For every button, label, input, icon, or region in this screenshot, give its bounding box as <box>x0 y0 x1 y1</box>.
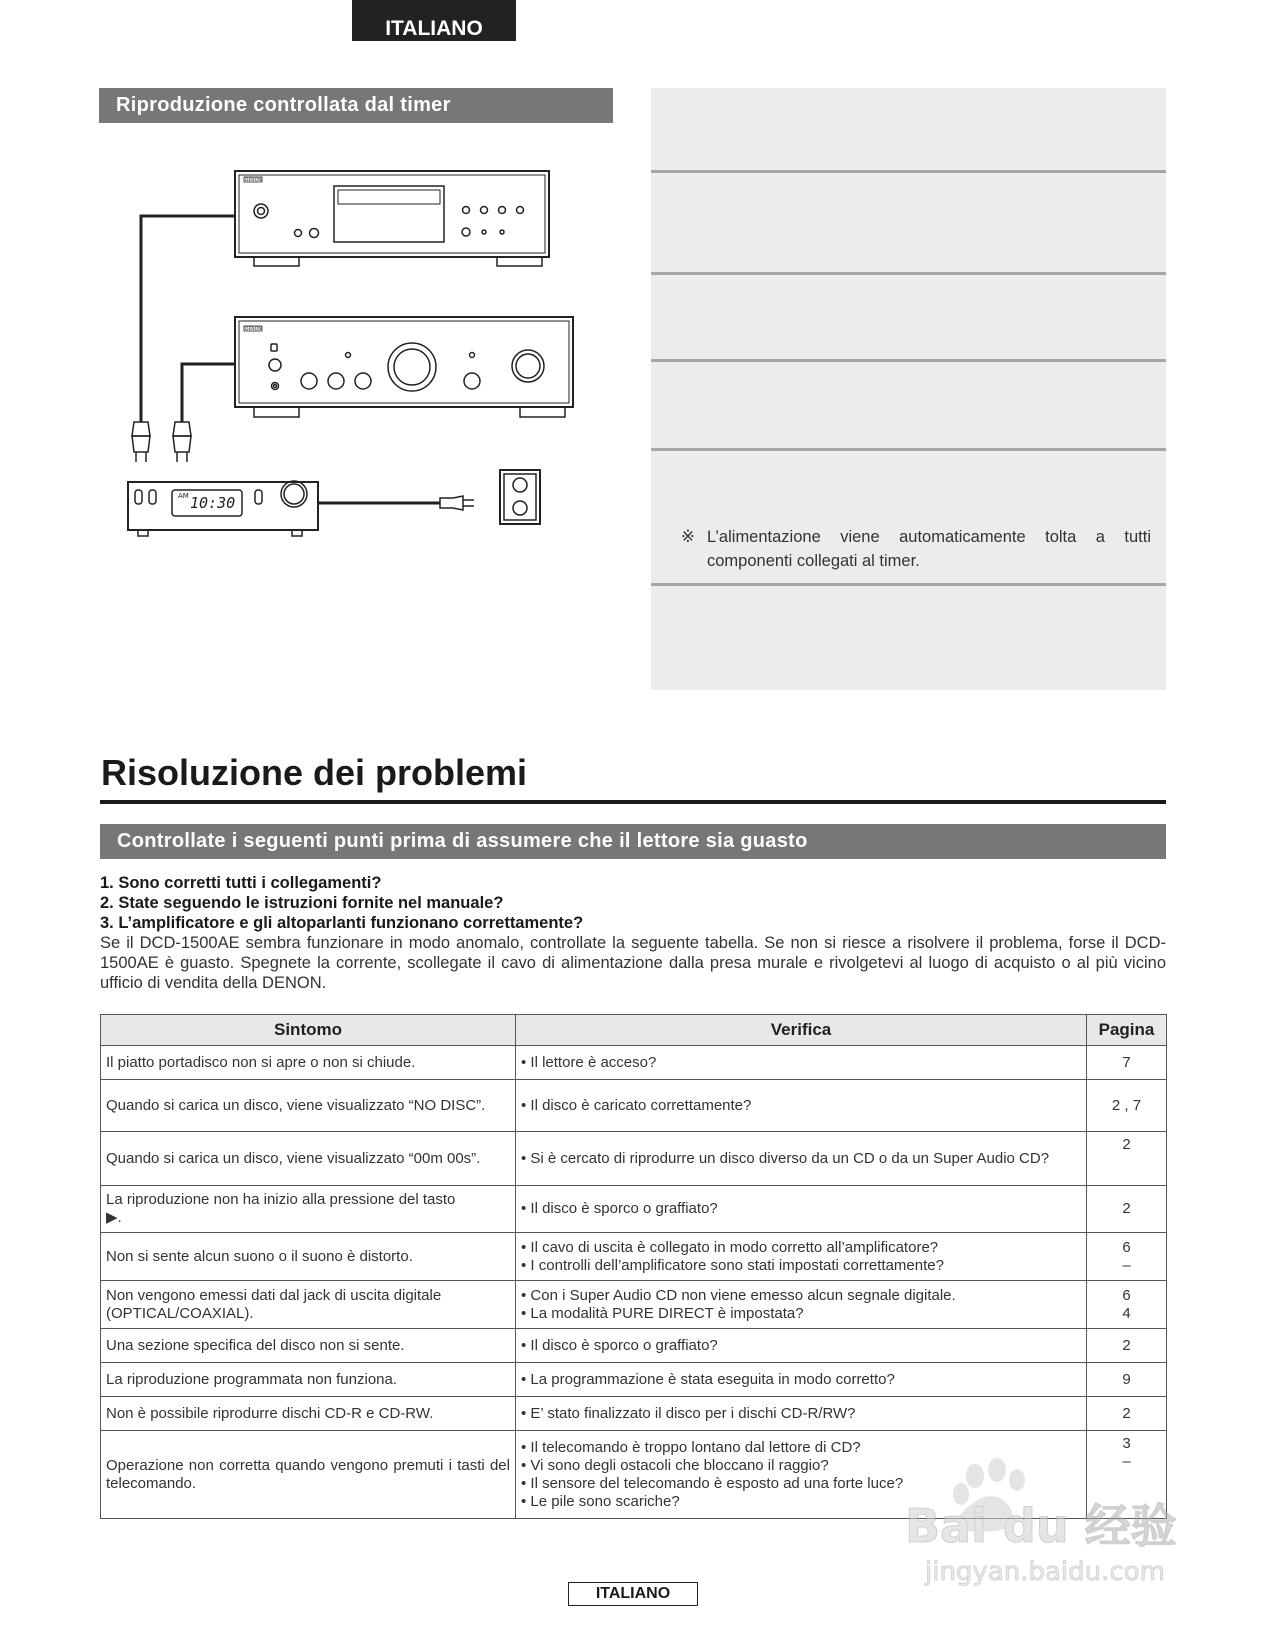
symptom-cell: Il piatto portadisco non si apre o non si chiude. <box>101 1046 516 1080</box>
symptom-cell: La riproduzione programmata non funziona. <box>101 1363 516 1397</box>
page-cell: 9 <box>1087 1363 1167 1397</box>
timer-connection-diagram <box>120 160 580 560</box>
cd-brand-label: DENON <box>245 178 262 183</box>
header-symptom: Sintomo <box>101 1015 516 1046</box>
power-plug-right <box>173 422 191 462</box>
page-cell: 2 <box>1087 1132 1167 1186</box>
check-cell: • Il disco è caricato correttamente? <box>516 1080 1087 1132</box>
wall-plug <box>440 496 474 510</box>
note-body: L’alimentazione viene automaticamente tolta a tutti componenti collegati al timer. <box>707 528 1151 570</box>
instructions-panel <box>651 88 1166 690</box>
check-item-3: 3. L’amplificatore e gli altoparlanti funzionano correttamente? <box>100 914 584 932</box>
check-cell: • Si è cercato di riprodurre un disco diverso da un CD o da un Super Audio CD? <box>516 1132 1087 1186</box>
table-row <box>101 1046 1167 1080</box>
troubleshooting-table <box>100 1014 1167 1519</box>
page-cell: 2 <box>1087 1329 1167 1363</box>
table-row <box>101 1080 1167 1132</box>
check-cell: • Il lettore è acceso? <box>516 1046 1087 1080</box>
table-row <box>101 1363 1167 1397</box>
timer-note <box>681 525 1151 573</box>
symptom-cell: Non è possibile riprodurre dischi CD-R e CD-RW. <box>101 1397 516 1431</box>
timer-section-title: Riproduzione controllata dal timer <box>99 88 613 123</box>
preliminary-checks <box>100 873 1166 993</box>
page-cell: 2 <box>1087 1186 1167 1233</box>
table-row <box>101 1233 1167 1281</box>
cd-player-illustration <box>235 171 549 266</box>
check-cell: • E’ stato finalizzato il disco per i dischi CD-R/RW? <box>516 1397 1087 1431</box>
baidu-watermark <box>895 1450 1195 1590</box>
watermark-brand: Bai du 经验 <box>905 1499 1177 1553</box>
clock-am-label: AM <box>178 492 189 500</box>
note-symbol: ※ <box>681 528 695 546</box>
page-cell: 7 <box>1087 1046 1167 1080</box>
page-cell: 3 – <box>1087 1431 1167 1519</box>
table-row <box>101 1132 1167 1186</box>
table-row <box>101 1397 1167 1431</box>
page-cell: 2 , 7 <box>1087 1080 1167 1132</box>
language-tab: ITALIANO <box>352 0 516 41</box>
check-cell: • La programmazione è stata eseguita in modo corretto? <box>516 1363 1087 1397</box>
table-row <box>101 1329 1167 1363</box>
amp-brand-label: DENON <box>245 327 262 332</box>
page-cell: 6 – <box>1087 1233 1167 1281</box>
symptom-cell: Non vengono emessi dati dal jack di uscita digitale (OPTICAL/COAXIAL). <box>101 1281 516 1329</box>
table-row <box>101 1186 1167 1233</box>
clock-display: 10:30 <box>190 494 236 512</box>
page-cell: 6 4 <box>1087 1281 1167 1329</box>
wall-socket <box>500 470 540 524</box>
check-cell: • Il disco è sporco o graffiato? <box>516 1186 1087 1233</box>
header-page: Pagina <box>1087 1015 1167 1046</box>
check-item-2: 2. State seguendo le istruzioni fornite nel manuale? <box>100 894 504 912</box>
check-cell: • Con i Super Audio CD non viene emesso alcun segnale digitale. • La modalità PURE DIRECT è impostata? <box>516 1281 1087 1329</box>
symptom-cell: Operazione non corretta quando vengono premuti i tasti del telecomando. <box>101 1431 516 1519</box>
table-row <box>101 1281 1167 1329</box>
footer-language-tab: ITALIANO <box>568 1582 698 1606</box>
title-rule <box>100 800 1166 804</box>
symptom-cell: Una sezione specifica del disco non si sente. <box>101 1329 516 1363</box>
page-cell: 2 <box>1087 1397 1167 1431</box>
watermark-url: jingyan.baidu.com <box>925 1557 1165 1587</box>
check-item-1: 1. Sono corretti tutti i collegamenti? <box>100 874 382 892</box>
play-symbol: ▶. <box>106 1209 122 1226</box>
check-cell: • Il cavo di uscita è collegato in modo corretto all’amplificatore? • I controlli dell’amplificatore sono stati impostati correttamente? <box>516 1233 1087 1281</box>
page-title: Risoluzione dei problemi <box>101 752 528 793</box>
amplifier-illustration <box>235 317 573 417</box>
troubleshooting-subtitle: Controllate i seguenti punti prima di assumere che il lettore sia guasto <box>100 824 1166 859</box>
symptom-cell: La riproduzione non ha inizio alla pressione del tasto ▶. <box>101 1186 516 1233</box>
symptom-cell: Non si sente alcun suono o il suono è distorto. <box>101 1233 516 1281</box>
check-cell: • Il telecomando è troppo lontano dal lettore di CD? • Vi sono degli ostacoli che bloccano il raggio? • Il sensore del telecomando è esposto ad una forte luce? • Le pile sono scariche? <box>516 1431 1087 1519</box>
symptom-cell: Quando si carica un disco, viene visualizzato “NO DISC”. <box>101 1080 516 1132</box>
power-plug-left <box>132 422 150 462</box>
table-header-row <box>101 1015 1167 1046</box>
header-check: Verifica <box>516 1015 1087 1046</box>
symptom-cell: Quando si carica un disco, viene visualizzato “00m 00s”. <box>101 1132 516 1186</box>
intro-paragraph: Se il DCD-1500AE sembra funzionare in modo anomalo, controllate la seguente tabella. Se non si riesce a risolvere il problema, forse il DCD-1500AE è guasto. Spegnete la corrente, scollegate il cavo di alimentazione dalla presa murale e rivolgetevi al luogo di acquisto o al più vicino ufficio di vendita della DENON. <box>100 934 1166 992</box>
check-cell: • Il disco è sporco o graffiato? <box>516 1329 1087 1363</box>
